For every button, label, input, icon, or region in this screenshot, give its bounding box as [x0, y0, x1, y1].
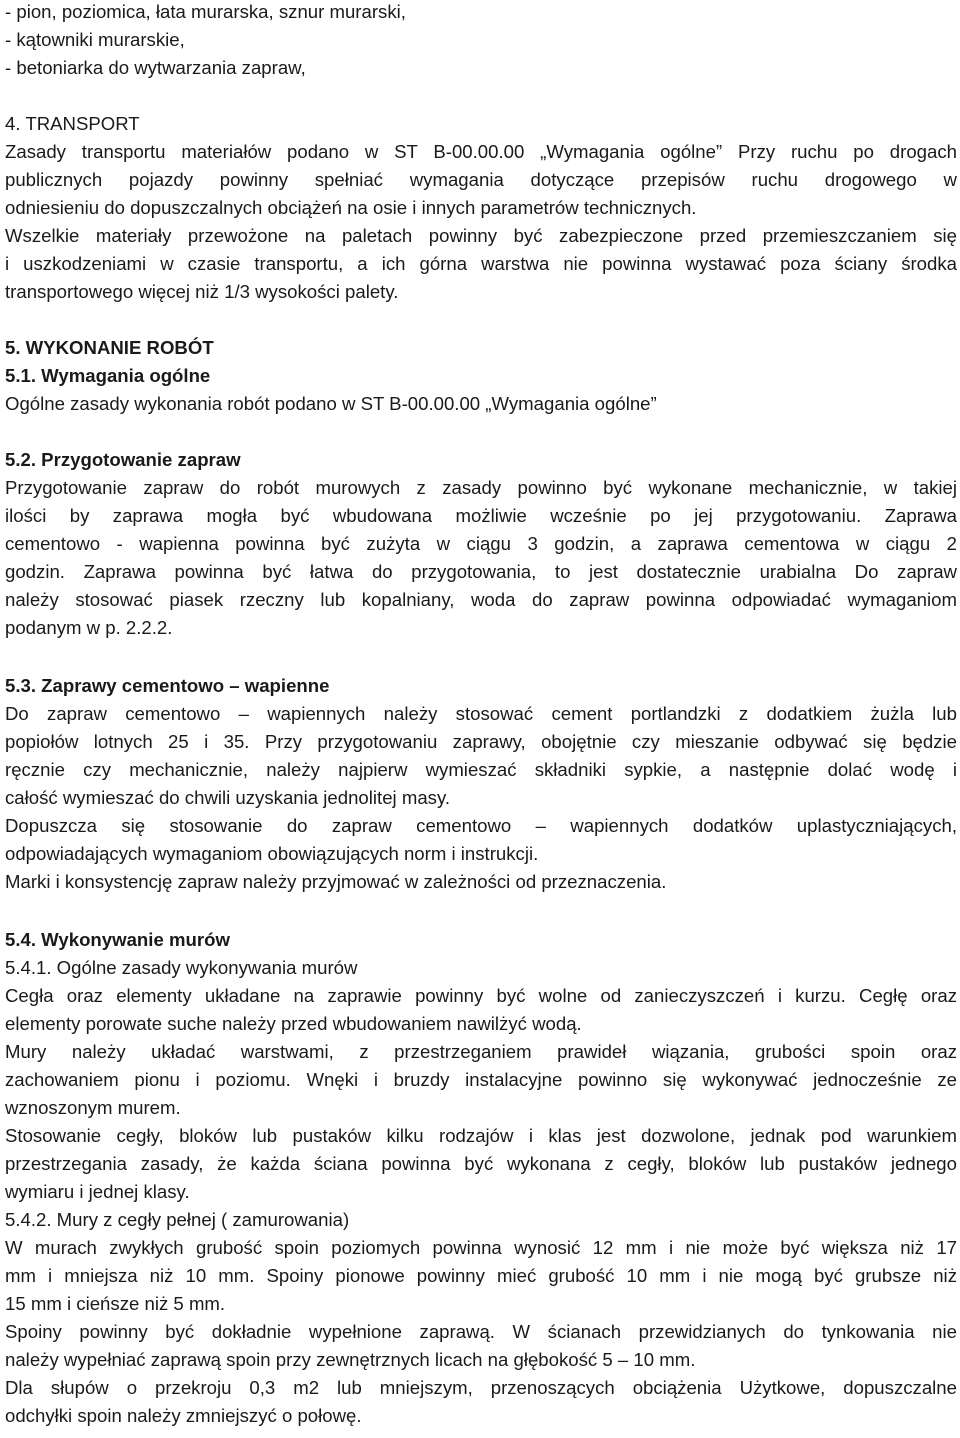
- paragraph-line: wymiaru i jednej klasy.: [5, 1181, 190, 1202]
- paragraph-line: należy stosować piasek rzeczny lub kopalniany, woda do zapraw powinna odpowiadać wymaganiom: [5, 589, 957, 610]
- paragraph-line: odchyłki spoin należy zmniejszyć o połowę.: [5, 1405, 362, 1426]
- paragraph-line: Do zapraw cementowo – wapiennych należy stosować cement portlandzki z dodatkiem żużla lub: [5, 703, 957, 724]
- subsection-heading: 5.4. Wykonywanie murów: [5, 929, 230, 950]
- paragraph-line: 15 mm i cieńsze niż 5 mm.: [5, 1293, 226, 1314]
- section-heading: 4. TRANSPORT: [5, 113, 140, 134]
- paragraph-line: i uszkodzeniami w czasie transportu, a ich górna warstwa nie powinna wystawać poza ściany środka: [5, 253, 957, 274]
- paragraph-line: transportowego więcej niż 1/3 wysokości palety.: [5, 281, 399, 302]
- paragraph-line: odniesieniu do dopuszczalnych obciążeń na osie i innych parametrów technicznych.: [5, 197, 697, 218]
- paragraph-line: zachowaniem pionu i poziomu. Wnęki i bruzdy instalacyjne powinno się wykonywać jednocześnie ze: [5, 1069, 957, 1090]
- subsection-heading: 5.4.2. Mury z cegły pełnej ( zamurowania): [5, 1209, 350, 1230]
- paragraph-line: popiołów lotnych 25 i 35. Przy przygotowaniu zaprawy, obojętnie czy mieszanie odbywać się będzie: [5, 731, 957, 752]
- paragraph-line: Przygotowanie zapraw do robót murowych z zasady powinno być wykonane mechanicznie, w takiej: [5, 477, 957, 498]
- section-heading: 5. WYKONANIE ROBÓT: [5, 337, 214, 358]
- paragraph-line: Dla słupów o przekroju 0,3 m2 lub mniejszym, przenoszących obciążenia Użytkowe, dopuszczalne: [5, 1377, 957, 1398]
- paragraph-line: godzin. Zaprawa powinna być łatwa do przygotowania, to jest dostatecznie urabialna Do zapraw: [5, 561, 957, 582]
- paragraph-line: odpowiadających wymaganiom obowiązujących norm i instrukcji.: [5, 843, 539, 864]
- subsection-heading: 5.1. Wymagania ogólne: [5, 365, 211, 386]
- paragraph-line: publicznych pojazdy powinny spełniać wymagania dotyczące przepisów ruchu drogowego w: [5, 169, 957, 190]
- paragraph-line: mm i mniejsza niż 10 mm. Spoiny pionowe powinny mieć grubość 10 mm i nie mogą być grubsze niż: [5, 1265, 957, 1286]
- paragraph-line: Mury należy układać warstwami, z przestrzeganiem prawideł wiązania, grubości spoin oraz: [5, 1041, 957, 1062]
- paragraph-line: Stosowanie cegły, bloków lub pustaków kilku rodzajów i klas jest dozwolone, jednak pod warunkiem: [5, 1125, 957, 1146]
- paragraph-line: należy wypełniać zaprawą spoin przy zewnętrznych licach na głębokość 5 – 10 mm.: [5, 1349, 696, 1370]
- paragraph-line: Dopuszcza się stosowanie do zapraw cementowo – wapiennych dodatków uplastyczniających,: [5, 815, 957, 836]
- paragraph-line: wznoszonym murem.: [5, 1097, 181, 1118]
- list-item: - pion, poziomica, łata murarska, sznur murarski,: [5, 1, 406, 22]
- paragraph-line: ręcznie czy mechanicznie, należy najpierw wymieszać składniki sypkie, a następnie dolać wodę i: [5, 759, 957, 780]
- subsection-heading: 5.2. Przygotowanie zapraw: [5, 449, 241, 470]
- paragraph-line: elementy porowate suche należy przed wbudowaniem nawilżyć wodą.: [5, 1013, 582, 1034]
- paragraph-line: ilości by zaprawa mogła być wbudowana możliwie wcześnie po jej przygotowaniu. Zaprawa: [5, 505, 957, 526]
- list-item: - betoniarka do wytwarzania zapraw,: [5, 57, 306, 78]
- paragraph-line: podanym w p. 2.2.2.: [5, 617, 173, 638]
- list-item: - kątowniki murarskie,: [5, 29, 185, 50]
- paragraph-line: W murach zwykłych grubość spoin poziomych powinna wynosić 12 mm i nie może być większa niż 17: [5, 1237, 957, 1258]
- paragraph-line: Ogólne zasady wykonania robót podano w ST B-00.00.00 „Wymagania ogólne”: [5, 393, 657, 414]
- subsection-heading: 5.3. Zaprawy cementowo – wapienne: [5, 675, 330, 696]
- paragraph-line: całość wymieszać do chwili uzyskania jednolitej masy.: [5, 787, 451, 808]
- paragraph-line: Zasady transportu materiałów podano w ST B-00.00.00 „Wymagania ogólne” Przy ruchu po drogach: [5, 141, 957, 162]
- paragraph-line: Marki i konsystencję zapraw należy przyjmować w zależności od przeznaczenia.: [5, 871, 667, 892]
- paragraph-line: cementowo - wapienna powinna być zużyta w ciągu 3 godzin, a zaprawa cementowa w ciągu 2: [5, 533, 957, 554]
- subsection-heading: 5.4.1. Ogólne zasady wykonywania murów: [5, 957, 358, 978]
- paragraph-line: Spoiny powinny być dokładnie wypełnione zaprawą. W ścianach przewidzianych do tynkowania nie: [5, 1321, 957, 1342]
- paragraph-line: Wszelkie materiały przewożone na paletach powinny być zabezpieczone przed przemieszczaniem się: [5, 225, 957, 246]
- paragraph-line: przestrzegania zasady, że każda ściana powinna być wykonana z cegły, bloków lub pustaków jednego: [5, 1153, 957, 1174]
- paragraph-line: Cegła oraz elementy układane na zaprawie powinny być wolne od zanieczyszczeń i kurzu. Cegłę oraz: [5, 985, 957, 1006]
